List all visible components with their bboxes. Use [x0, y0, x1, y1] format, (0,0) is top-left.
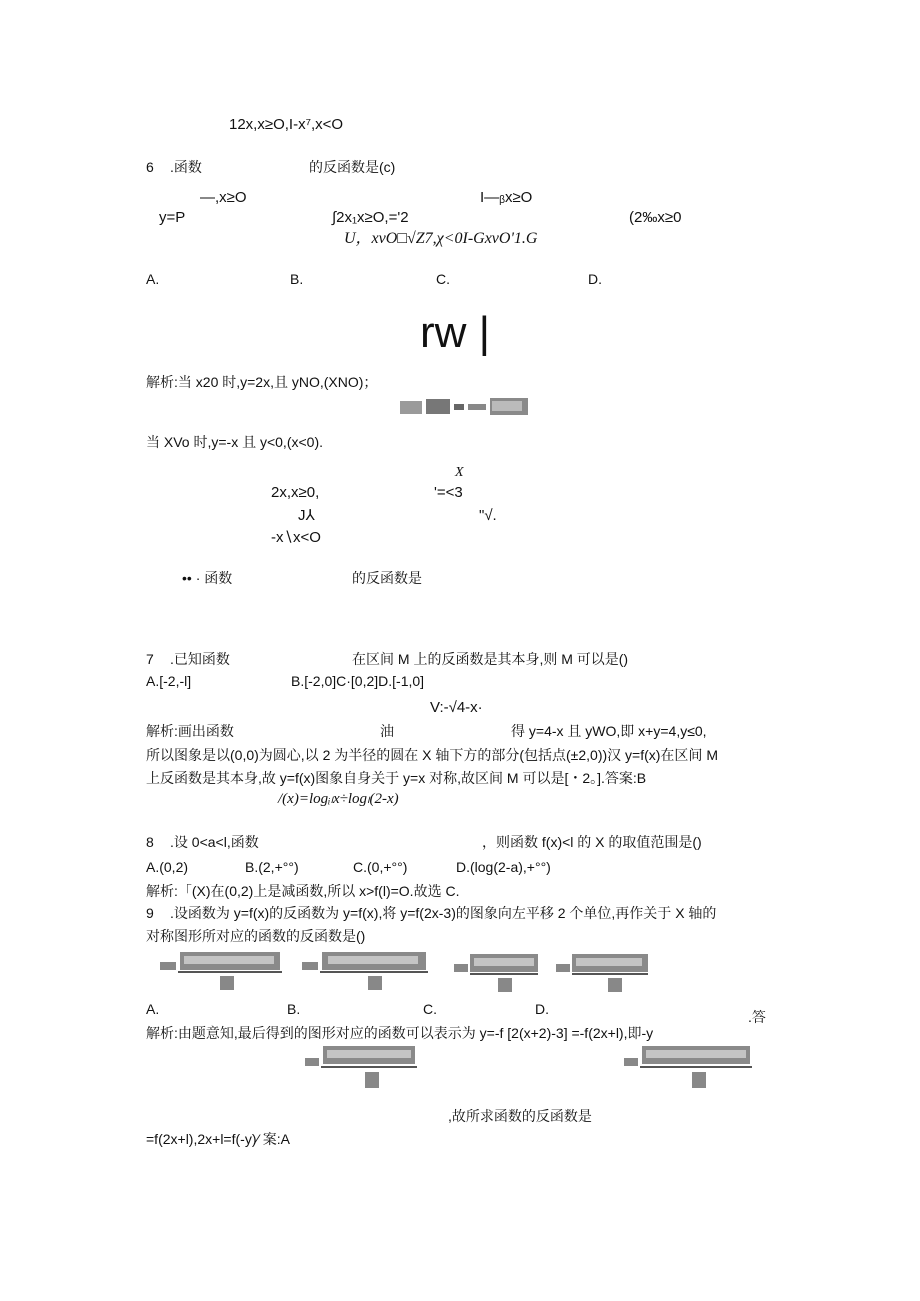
- q7-options-1: A.[-2,-l]: [146, 673, 192, 689]
- q6-option-b: B.: [290, 271, 304, 287]
- q6-formula-3: ∫2x₁x≥O,='2: [332, 209, 409, 226]
- q6-option-d: D.: [588, 271, 602, 287]
- q8-formula: /(x)=logᵢₗx÷logₗ(2-x): [278, 791, 399, 807]
- q6-formula-1: —,x≥O: [200, 189, 247, 206]
- q7-solution-c: 得 y=4-x 且 yWO,即 x+y=4,y≤0,: [511, 723, 707, 739]
- q7-solution-line-3: 上反函数是其本身,故 y=f(x)图象自身关于 y=x 对称,故区间 M 可以是[・2。].答案:B: [146, 770, 647, 786]
- q6-solution-line-1: 解析:当 x20 时,y=2x,且 yNO,(XNO)；: [146, 374, 378, 390]
- q6-option-c: C.: [436, 271, 450, 287]
- q9-number: 9: [146, 905, 154, 921]
- formula-image: [554, 950, 652, 996]
- q9-answer-tail: .答: [748, 1009, 766, 1025]
- q9-option-c: C.: [423, 1001, 437, 1017]
- q6-formula-5: U，xvO□√Z7,χ<0I-GxvO'1.G: [344, 230, 538, 247]
- q9-option-d: D.: [535, 1001, 549, 1017]
- q7-stem-a: .已知函数: [170, 651, 230, 667]
- q7-stem-b: 在区间 M 上的反函数是其本身,则 M 可以是(): [352, 651, 629, 667]
- q8-stem-a: .设 0<a<l,函数: [170, 834, 259, 850]
- q8-stem-b: ，则函数 f(x)<l 的 X 的取值范围是(): [482, 834, 702, 850]
- formula-image: [158, 948, 286, 994]
- q9-solution-line-3: =f(2x+l),2x+l=f(-y)⁄ 案:A: [146, 1131, 290, 1147]
- formula-image: [452, 950, 542, 996]
- q9-stem-1: .设函数为 y=f(x)的反函数为 y=f(x),将 y=f(2x-3)的图象向左平移 2 个单位,再作关于 X 轴的: [170, 905, 717, 921]
- q6-solution-piece-4: "√.: [479, 507, 497, 524]
- q8-option-d: D.(log(2-a),+°°): [456, 859, 551, 875]
- q8-option-c: C.(0,+°°): [353, 859, 408, 875]
- q6-formula-4: (2‰x≥0: [629, 209, 682, 226]
- q6-solution-piece-3: J⅄: [298, 507, 315, 524]
- q6-formula-2: I—ᵦx≥O: [480, 189, 533, 206]
- q9-solution-line-2: ,故所求函数的反函数是: [448, 1108, 592, 1124]
- q6-conclusion-a: •• · 函数: [182, 570, 233, 586]
- q6-solution-line-2: 当 XVo 时,y=-x 且 y<0,(x<0).: [146, 434, 324, 450]
- q6-conclusion-b: 的反函数是: [352, 570, 422, 586]
- q7-options-2: B.[-2,0]C·[0,2]D.[-1,0]: [291, 673, 425, 689]
- q6-stem-b: 的反函数是(c): [309, 159, 396, 175]
- formula-image: [300, 948, 432, 994]
- q7-number: 7: [146, 651, 154, 667]
- formula-image: [398, 395, 530, 419]
- q6-formula-lhs: y=P: [159, 209, 186, 226]
- rw-glyph: rw |: [420, 308, 491, 357]
- q6-solution-piece-1: 2x,x≥0,: [271, 484, 320, 501]
- q6-solution-piece-5: -x∖x<O: [271, 529, 321, 546]
- q9-option-a: A.: [146, 1001, 160, 1017]
- piecewise-line-1: 12x,x≥O,I-x⁷,x<O: [229, 116, 344, 133]
- q6-number: 6: [146, 159, 154, 175]
- q6-solution-piece-2: '=<3: [434, 484, 463, 501]
- q6-option-a: A.: [146, 271, 160, 287]
- q6-stem-a: .函数: [170, 159, 202, 175]
- q7-solution-a: 解析:画出函数: [146, 723, 234, 739]
- q8-number: 8: [146, 834, 154, 850]
- q8-option-a: A.(0,2): [146, 859, 189, 875]
- q7-solution-b: 油: [380, 723, 394, 739]
- formula-image: [303, 1042, 419, 1092]
- formula-image: [622, 1042, 754, 1092]
- q8-option-b: B.(2,+°°): [245, 859, 299, 875]
- q9-option-b: B.: [287, 1001, 301, 1017]
- q6-solution-x: X: [455, 465, 464, 480]
- q9-stem-2: 对称图形所对应的函数的反函数是(): [146, 928, 366, 944]
- q7-formula: V:-√4-x·: [430, 699, 483, 716]
- q8-solution: 解析:「(X)在(0,2)上是减函数,所以 x>f(l)=O.故选 C.: [146, 883, 460, 899]
- q7-solution-line-2: 所以图象是以(0,0)为圆心,以 2 为半径的圆在 X 轴下方的部分(包括点(±2,0))汉 y=f(x)在区间 M: [146, 747, 718, 763]
- q9-solution-line-1: 解析:由题意知,最后得到的图形对应的函数可以表示为 y=-f [2(x+2)-3] =-f(2x+l),即-y: [146, 1025, 654, 1041]
